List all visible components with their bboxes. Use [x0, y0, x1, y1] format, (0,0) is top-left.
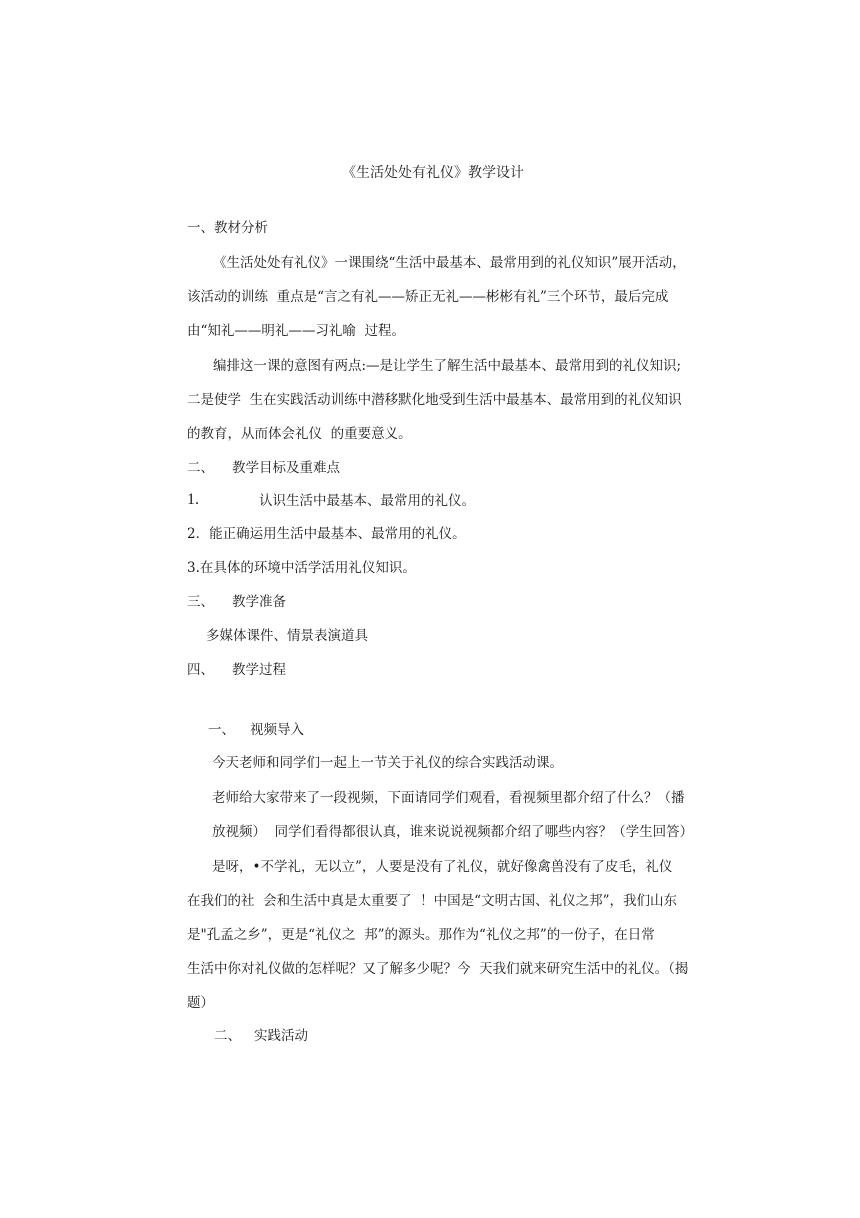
section-heading-number: 二、 — [187, 460, 214, 476]
document-title: 《生活处处有礼仪》教学设计 — [342, 165, 524, 181]
paragraph-line: 放视频） 同学们看得都很认真，谁来说说视频都介绍了哪些内容？（学生回答） — [212, 824, 694, 840]
paragraph-line: 二是使学 生在实践活动训练中潜移默化地受到生活中最基本、最常用到的礼仪知识 — [187, 392, 682, 408]
paragraph-line: 题） — [187, 995, 214, 1011]
goal-number: 1. — [187, 491, 199, 508]
paragraph-line: 在我们的社 会和生活中真是太重要了 ！中国是“文明古国、礼仪之邦”，我们山东 — [187, 893, 677, 909]
paragraph-line: 老师给大家带来了一段视频，下面请同学们观看，看视频里都介绍了什么？（播 — [212, 790, 685, 806]
section-heading-number: 四、 — [187, 662, 214, 678]
paragraph-line: 多媒体课件、情景表演道具 — [206, 628, 368, 644]
paragraph-line: 生活中你对礼仪做的怎样呢？又了解多少呢？今 天我们就来研究生活中的礼仪。（揭 — [187, 961, 689, 977]
paragraph-line: 编排这一课的意图有两点:—是让学生了解生活中最基本、最常用到的礼仪知识; — [213, 358, 682, 374]
paragraph-line: 是"孔孟之乡”，更是“礼仪之 邦”的源头。那作为“礼仪之邦”的一份子，在日常 — [187, 927, 655, 943]
section-heading-goals: 教学目标及重难点 — [232, 460, 340, 476]
step-number: 一、 — [208, 722, 235, 738]
paragraph-line: 是呀，•不学礼，无以立”，人要是没有了礼仪，就好像禽兽没有了皮毛，礼仪 — [212, 859, 673, 875]
section-heading-number: 三、 — [187, 594, 214, 610]
section-heading-process: 教学过程 — [232, 662, 286, 678]
paragraph-line: 的教育，从而体会礼仪 的重要意义。 — [187, 426, 412, 442]
goal-item: 认识生活中最基本、最常用的礼仪。 — [259, 493, 475, 509]
step-number: 二、 — [214, 1028, 241, 1044]
paragraph-line: 今天老师和同学们一起上一节关于礼仪的综合实践活动课。 — [212, 755, 563, 771]
section-heading-analysis: 一、教材分析 — [187, 220, 268, 236]
goal-item: 2．能正确运用生活中最基本、最常用的礼仪。 — [187, 526, 466, 542]
paragraph-line: 《生活处处有礼仪》一课围绕“生活中最基本、最常用到的礼仪知识”展开活动， — [213, 255, 686, 271]
goal-item: 3.在具体的环境中活学活用礼仪知识。 — [187, 560, 416, 576]
step-heading-practice: 实践活动 — [254, 1028, 308, 1044]
step-heading-video: 视频导入 — [250, 722, 304, 738]
section-heading-preparation: 教学准备 — [232, 594, 286, 610]
paragraph-line: 由“知礼——明礼——习礼喻 过程。 — [187, 323, 405, 339]
paragraph-line: 该活动的训练 重点是“言之有礼——矫正无礼——彬彬有礼”三个环节，最后完成 — [187, 289, 669, 305]
